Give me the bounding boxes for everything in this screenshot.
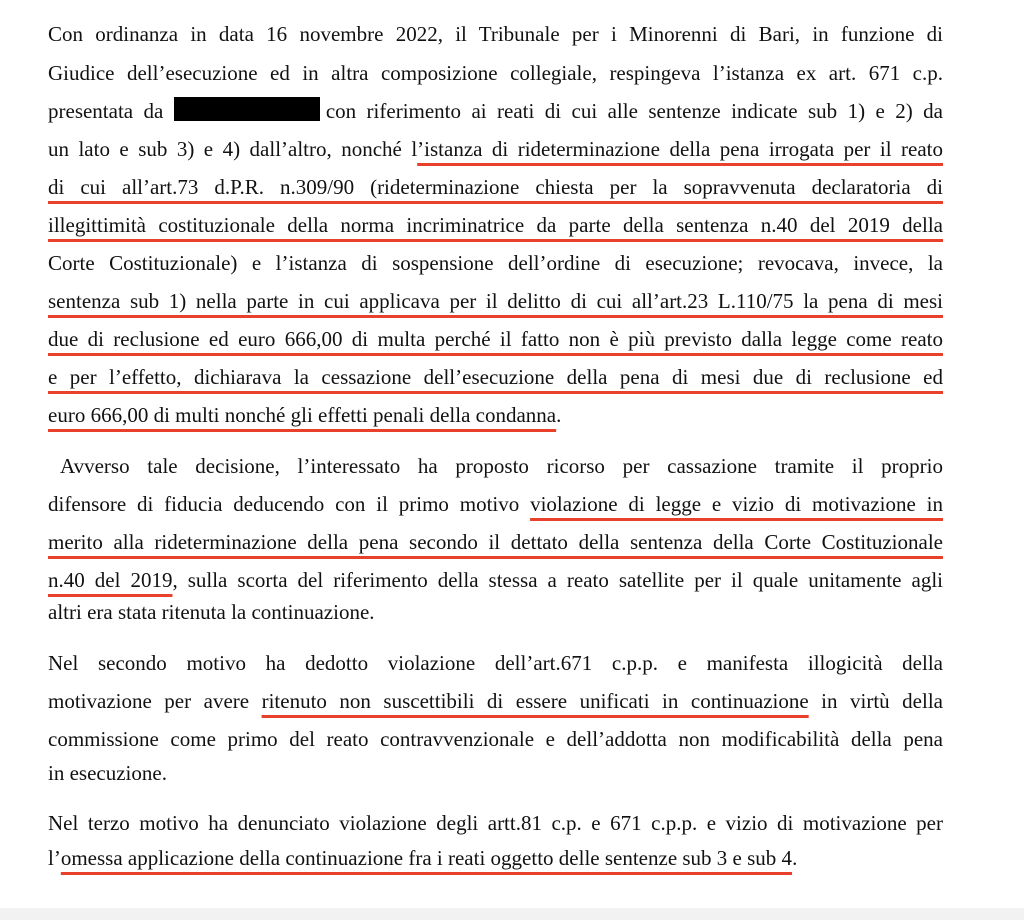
p2-line-4-text-b: , sulla scorta del riferimento della stessa a reato satellite per il quale unitamente agli	[172, 568, 944, 592]
p2-line-4	[48, 563, 943, 597]
p1-line-1	[48, 17, 943, 51]
p2-line-1	[60, 449, 943, 483]
p1-line-4	[48, 132, 943, 166]
p3-line-2-text-c: in virtù della	[808, 689, 943, 713]
p2-line-2	[48, 487, 943, 521]
p1-line-4-text-a: un lato e sub 3) e 4) dall’altro, nonché l	[48, 137, 418, 161]
underlined-phrase: omessa applicazione della continuazione fra i reati oggetto delle sentenze sub 3 e sub 4	[60, 846, 793, 870]
p1-line-6	[48, 208, 943, 242]
underlined-phrase: euro 666,00 di multi nonché gli effetti penali della condanna	[48, 403, 557, 427]
p2-line-3-text: merito alla rideterminazione della pena secondo il dettato della sentenza della Corte Costituzionale	[48, 530, 943, 554]
p3-line-4	[48, 756, 943, 790]
p1-line-10-text: e per l’effetto, dichiarava la cessazione dell’esecuzione della pena di mesi due di reclusione ed	[48, 365, 943, 389]
p3-line-3-text: commissione come primo del reato contravvenzionale e dell’addotta non modificabilità della pena	[48, 727, 943, 751]
p1-line-9-text: due di reclusione ed euro 666,00 di multa perché il fatto non è più previsto dalla legge come reato	[48, 327, 943, 351]
p1-line-3-text-b: con riferimento ai reati di cui alle sentenze indicate sub 1) e 2) da	[325, 99, 943, 123]
p1-line-11-period: .	[556, 403, 562, 427]
p1-line-2-text: Giudice dell’esecuzione ed in altra composizione collegiale, respingeva l’istanza ex art. 671 c.p.	[48, 61, 943, 85]
underlined-phrase: n.40 del 2019	[48, 568, 173, 592]
p1-line-5-text: di cui all’art.73 d.P.R. n.309/90 (rideterminazione chiesta per la sopravvenuta declaratoria di	[48, 175, 943, 199]
p4-line-2	[48, 841, 943, 875]
p2-line-3	[48, 525, 943, 559]
p3-line-1-text: Nel secondo motivo ha dedotto violazione dell’art.671 c.p.p. e manifesta illogicità della	[48, 651, 943, 675]
p2-line-5	[48, 595, 943, 629]
p3-line-3	[48, 722, 943, 756]
p1-line-3	[48, 94, 943, 128]
underlined-phrase: ritenuto non suscettibili di essere unificati in continuazione	[261, 689, 809, 713]
p1-line-3-text-a: presentata da	[48, 99, 164, 123]
p1-line-10	[48, 360, 943, 394]
p4-line-2-text-a: l’	[48, 846, 61, 870]
p3-line-2	[48, 684, 943, 718]
p1-line-8	[48, 284, 943, 318]
p2-line-1-text: Avverso tale decisione, l’interessato ha proposto ricorso per cassazione tramite il proprio	[60, 454, 943, 478]
p2-line-2-text-a: difensore di fiducia deducendo con il primo motivo	[48, 492, 531, 516]
p1-line-6-text: illegittimità costituzionale della norma incriminatrice da parte della sentenza n.40 del 2019 della	[48, 213, 943, 237]
page-bottom-edge	[0, 908, 1024, 920]
p2-line-5-text: altri era stata ritenuta la continuazione.	[48, 600, 375, 624]
p1-line-7	[48, 246, 943, 280]
redaction-box	[174, 97, 320, 121]
p4-line-1-text: Nel terzo motivo ha denunciato violazione degli artt.81 c.p. e 671 c.p.p. e vizio di motivazione per	[48, 811, 943, 835]
p4-line-2-period: .	[792, 846, 798, 870]
p3-line-4-text: in esecuzione.	[48, 761, 167, 785]
p1-line-9	[48, 322, 943, 356]
p3-line-2-text-a: motivazione per avere	[48, 689, 262, 713]
underlined-phrase: ’istanza di rideterminazione della pena irrogata per il reato	[417, 137, 943, 161]
p1-line-8-text: sentenza sub 1) nella parte in cui applicava per il delitto di cui all’art.23 L.110/75 la pena di mesi	[48, 289, 943, 313]
p1-line-7-text: Corte Costituzionale) e l’istanza di sospensione dell’ordine di esecuzione; revocava, invece, la	[48, 251, 943, 275]
p1-line-11	[48, 398, 943, 432]
underlined-phrase: violazione di legge e vizio di motivazione in	[530, 492, 944, 516]
p3-line-1	[48, 646, 943, 680]
p4-line-1	[48, 806, 943, 840]
p1-line-1-text: Con ordinanza in data 16 novembre 2022, il Tribunale per i Minorenni di Bari, in funzione di	[48, 22, 943, 46]
p1-line-2	[48, 56, 943, 90]
p1-line-5	[48, 170, 943, 204]
